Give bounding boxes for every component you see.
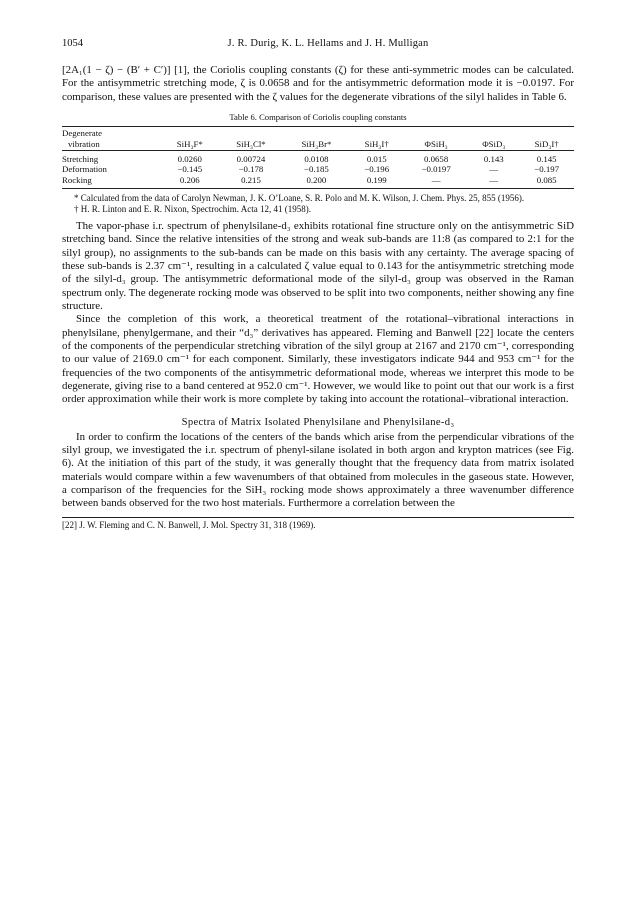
paragraph-4: In order to confirm the locations of the centers of the bands which arise from the perpendicular vibrations of the silyl group, we investigated the i.r. spectrum of phenyl-silane isolated in both argon and krypton matrices (see Fig. 6). At the initiation of this part of the study, it was generally thought that the frequency data from matrix isolated materials would compare within a few wavenumbers of that obtained from molecules in the gaseous state. However, a comparison of the frequencies for the SiH₃ rocking mode shows approximately a three wavenumber difference between bands observed for the two host materials. Furthermore a correlation between the xyxy=(62,430,574,510)
table-row xyxy=(62,175,574,189)
table-cell: — xyxy=(489,164,499,175)
table-cell: 0.00724 xyxy=(236,154,266,165)
footnote-rule xyxy=(62,517,574,531)
table-caption: Table 6. Comparison of Coriolis coupling constants xyxy=(229,112,407,123)
table-cell: 0.0658 xyxy=(424,154,449,165)
table-cell: −0.145 xyxy=(177,164,203,175)
table-cell: 0.145 xyxy=(536,154,557,165)
table-cell: −0.0197 xyxy=(421,164,451,175)
reference-22: [22] J. W. Fleming and C. N. Banwell, J. Mol. Spectry 31, 318 (1969). xyxy=(62,519,316,530)
table-footnote-2: † H. R. Linton and E. R. Nixon, Spectrochim. Acta 12, 41 (1958). xyxy=(74,204,311,215)
table-cell: 0.143 xyxy=(483,154,504,165)
table-cell: 0.0260 xyxy=(177,154,202,165)
col-header: SiD₃I† xyxy=(534,138,559,149)
col-header: ΦSiH₃ xyxy=(424,138,448,149)
table-cell: −0.185 xyxy=(304,164,329,175)
table-header-row xyxy=(62,127,574,151)
table-cell: −0.197 xyxy=(534,164,560,175)
table-cell: — xyxy=(489,174,499,185)
paragraph-1: [2A₁(1 − ζ) − (B′ + C′)] [1], the Coriolis coupling constants (ζ) for these anti-symmetric modes can be calculated. For the antisymmetric stretching mode, ζ is 0.0658 and for the antisymmetric deformation mode it is −0.0197. For comparison, these values are presented with the ζ values for the degenerate vibrations of the silyl halides in Table 6. xyxy=(62,64,574,103)
section-heading: Spectra of Matrix Isolated Phenylsilane and Phenylsilane-d₃ xyxy=(181,416,455,428)
row-label: Rocking xyxy=(62,174,92,185)
running-authors: J. R. Durig, K. L. Hellams and J. H. Mulligan xyxy=(227,38,429,49)
table-cell: 0.215 xyxy=(241,174,261,185)
table-header-label: Degenerate vibration xyxy=(62,128,103,149)
col-header: SiH₃Br* xyxy=(301,138,332,149)
table-cell: 0.199 xyxy=(366,174,387,185)
table-row xyxy=(62,151,574,165)
table-cell: −0.196 xyxy=(364,164,390,175)
col-header: SiH₃Cl* xyxy=(236,138,266,149)
table-cell: 0.0108 xyxy=(304,154,329,165)
table-cell: 0.206 xyxy=(179,174,200,185)
table-footnote-1: * Calculated from the data of Carolyn Newman, J. K. O’Loane, S. R. Polo and M. K. Wilson, J. Chem. Phys. 25, 855 (1956). xyxy=(74,192,525,203)
row-label: Deformation xyxy=(62,164,107,175)
col-header: SiH₃F* xyxy=(176,138,203,149)
coriolis-table xyxy=(62,126,574,189)
table-row xyxy=(62,164,574,174)
table-cell: −0.178 xyxy=(238,164,264,175)
table-cell: 0.200 xyxy=(306,174,327,185)
paragraph-3: Since the completion of this work, a theoretical treatment of the rotational–vibrational interactions in phenylsilane, phenylgermane, and their “d₃” derivatives has appeared. Fleming and Banwell [22] locate the centers of the components of the perpendicular stretching vibration of the silyl group at 2167 and 2170 cm⁻¹, corresponding to our value of 2169.0 cm⁻¹ for each component. Similarly, these investigators indicate 944 and 953 cm⁻¹ for the frequencies of the two components of the antisymmetric deformational mode, whereas we interpret this mode to be degenerate, giving rise to a band centered at 952.0 cm⁻¹. However, we would like to point out that our work is a first order approximation while their work is more complete by taking into account the rotational–vibrational interaction. xyxy=(62,313,574,406)
table-cell: 0.015 xyxy=(366,154,387,165)
paragraph-2: The vapor-phase i.r. spectrum of phenylsilane-d₃ exhibits rotational fine structure only on the antisymmetric SiD stretching band. Since the relative intensities of the strong and weak sub-bands are 11:8 (as compared to 2:1 for the silyl group), no assignments to the sub-bands can be made on this basis with any certainty. The average spacing of these sub-bands is 2.37 cm⁻¹, resulting in a calculated ζ value equal to 0.143 for the antisymmetric stretching mode of the silyl-d₃ group. The antisymmetric deformational mode of the silyl-d₃ group was observed in the Raman spectrum only. The degenerate rocking mode was observed to be split into two components, neither showing any fine structure. xyxy=(62,219,574,312)
page xyxy=(62,38,574,531)
table-cell: 0.085 xyxy=(536,174,557,185)
table-cell: — xyxy=(431,174,441,185)
col-header: SiH₃I† xyxy=(364,138,389,149)
col-header: ΦSiD₃ xyxy=(482,138,506,149)
page-number: 1054 xyxy=(62,38,83,49)
running-header xyxy=(62,38,574,54)
row-label: Stretching xyxy=(62,154,99,165)
